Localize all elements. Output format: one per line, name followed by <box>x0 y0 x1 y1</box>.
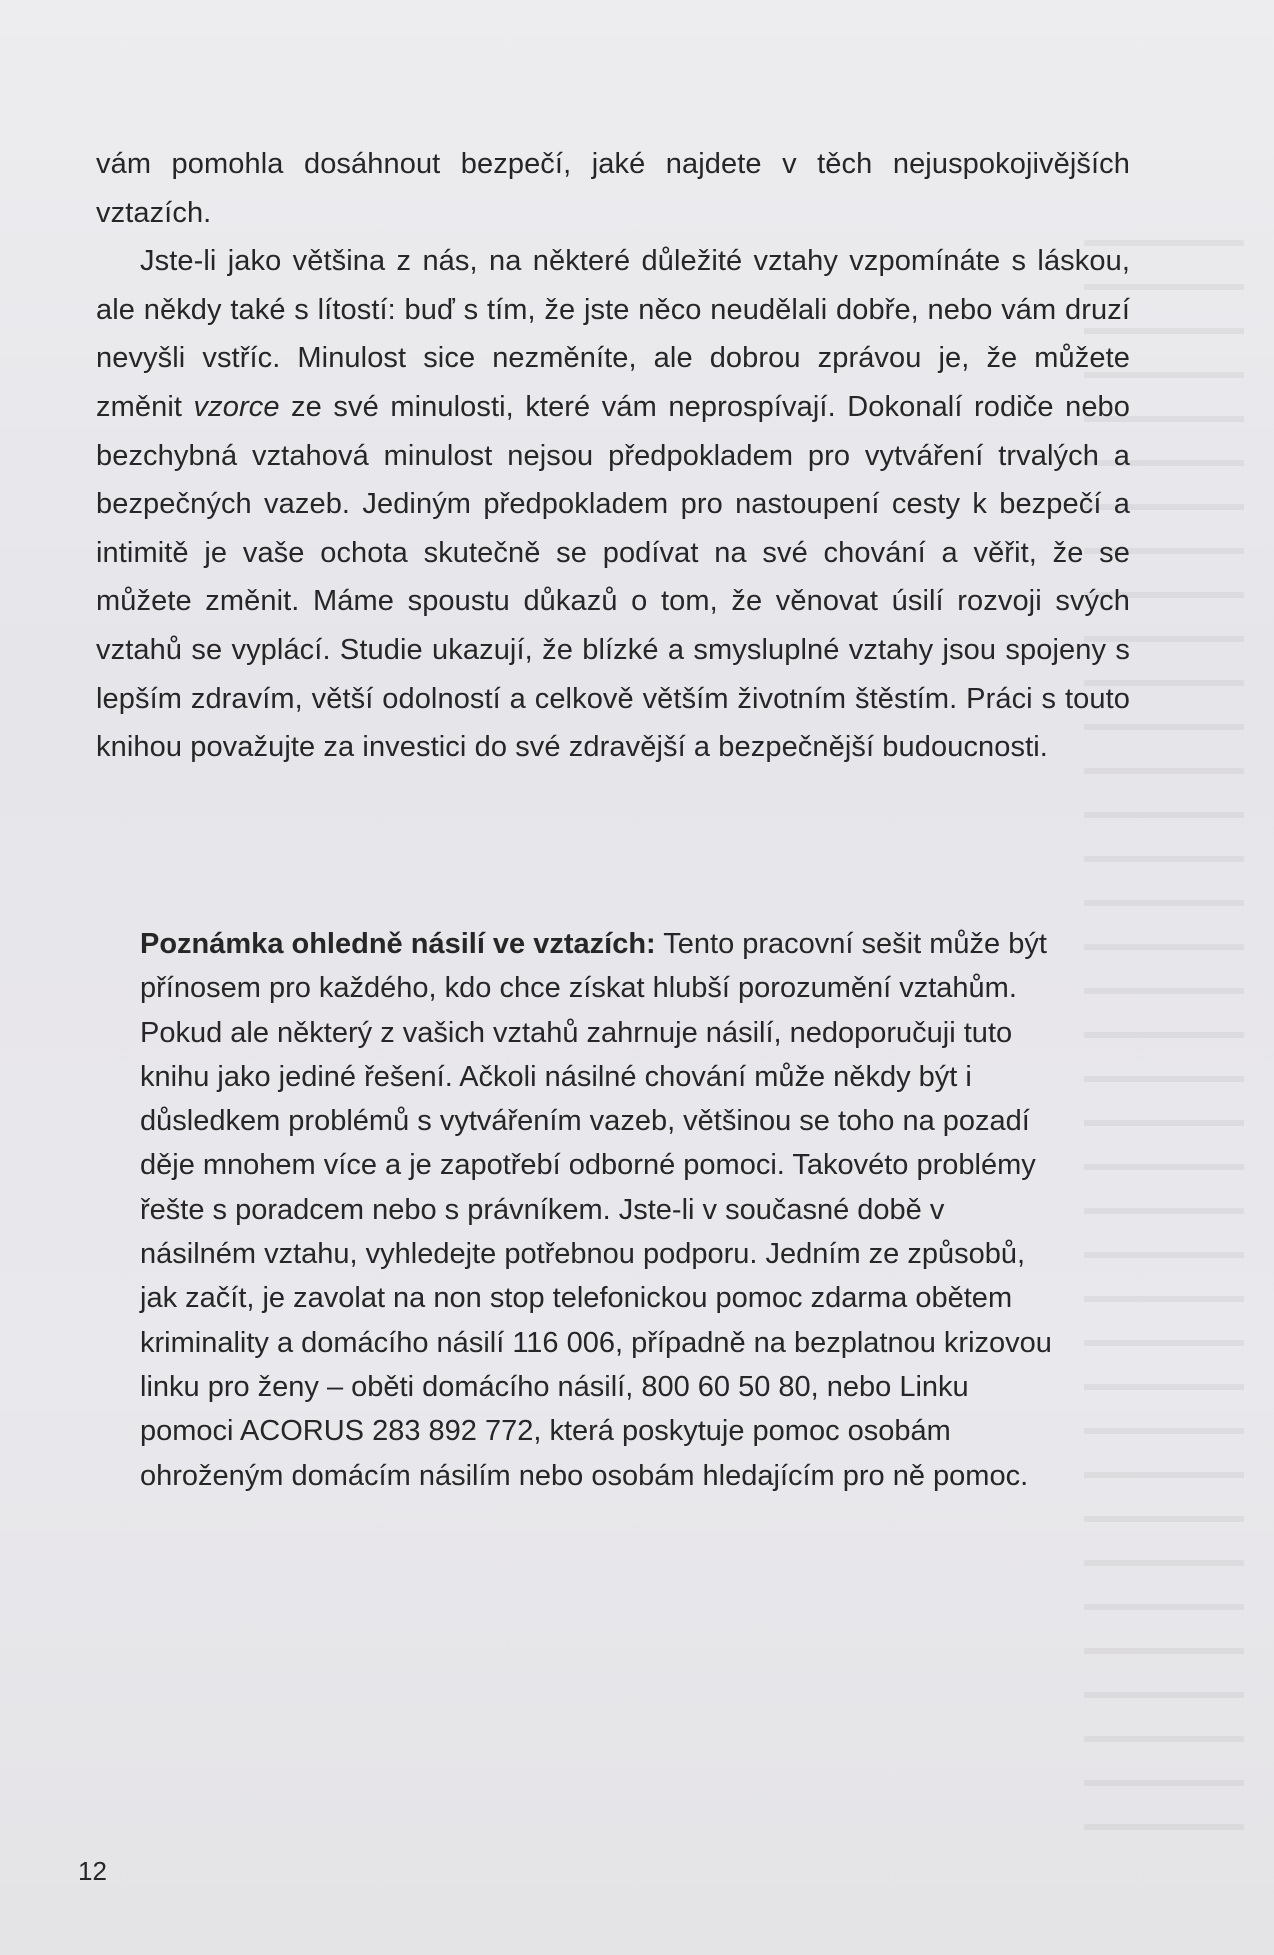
note-heading: Poznámka ohledně násilí ve vztazích: <box>140 928 656 960</box>
main-text <box>96 140 1130 772</box>
paragraph-1-text: vám pomohla dosáhnout bezpečí, jaké najdete v těch nejuspokojivějších vztazích. <box>96 148 1130 229</box>
paragraph-2-text-b: ze své minulosti, které vám neprospívají. Dokonalí rodiče nebo bezchybná vztahová minulost nejsou předpokladem pro vytváření trvalých a bezpečných vazeb. Jediným předpokladem pro nastoupení cesty k bezpečí a intimitě je vaše ochota skutečně se podívat na své chování a věřit, že se můžete změnit. Máme spoustu důkazů o tom, že věnovat úsilí rozvoji svých vztahů se vyplácí. Studie ukazují, že blízké a smysluplné vztahy jsou spojeny s lepším zdravím, větší odolností a celkově větším životním štěstím. Práci s touto knihou považujte za investici do své zdravější a bezpečnější budoucnosti. <box>96 390 1131 764</box>
page-number: 12 <box>78 1856 107 1886</box>
paragraph-main <box>96 237 1130 772</box>
violence-note <box>140 922 1060 1498</box>
note-paragraph <box>140 922 1060 1498</box>
note-text: Tento pracovní sešit může být přínosem pro každého, kdo chce získat hlubší porozumění vztahům. Pokud ale některý z vašich vztahů zahrnuje násilí, nedoporučuji tuto knihu jako jediné řešení. Ačkoli násilné chování může někdy být i důsledkem problémů s vytvářením vazeb, většinou se toho na pozadí děje mnohem více a je zapotřebí odborné pomoci. Takovéto problémy řešte s poradcem nebo s právníkem. Jste-li v současné době v násilném vztahu, vyhledejte potřebnou podporu. Jedním ze způsobů, jak začít, je zavolat na non stop telefonickou pomoc zdarma obětem kriminality a domácího násilí 116 006, případně na bezplatnou krizovou linku pro ženy – oběti domácího násilí, 800 60 50 80, nebo Linku pomoci ACORUS 283 892 772, která poskytuje pomoc osobám ohroženým domácím násilím nebo osobám hledajícím pro ně pomoc. <box>140 928 1052 1492</box>
paragraph-continuation <box>96 140 1130 237</box>
paragraph-2-text-a: Jste-li jako většina z nás, na některé důležité vztahy vzpomínáte s láskou, ale někdy také s lítostí: buď s tím, že jste něco neudělali dobře, nebo vám druzí nevyšli vstříc. Minulost sice nezměníte, ale dobrou zprávou je, že můžete změnit <box>96 245 1130 423</box>
paragraph-2-italic: vzorce <box>193 390 280 423</box>
